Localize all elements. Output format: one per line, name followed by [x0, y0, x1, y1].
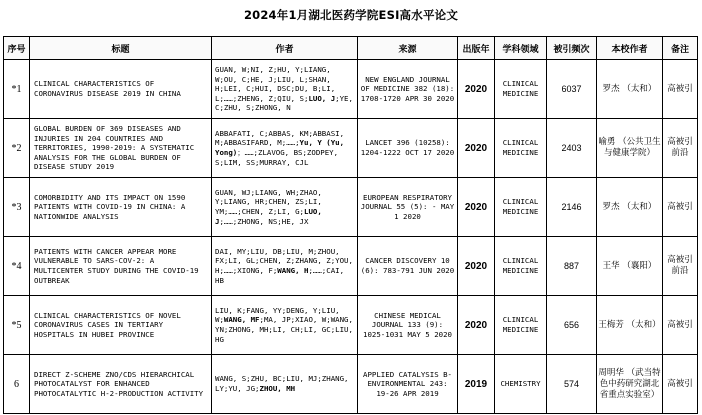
header-note: 备注 — [663, 37, 698, 60]
header-school-author: 本校作者 — [597, 37, 663, 60]
paper-source: APPLIED CATALYSIS B-ENVIRONMENTAL 243: 19-26 APR 2019 — [358, 355, 458, 414]
paper-cites: 887 — [547, 237, 597, 296]
header-source: 来源 — [358, 37, 458, 60]
paper-year: 2019 — [458, 355, 495, 414]
paper-title: PATIENTS WITH CANCER APPEAR MORE VULNERABLE TO SARS-COV-2: A MULTICENTER STUDY DURING THE COVID-19 OUTBREAK — [30, 237, 212, 296]
paper-note: 高被引 — [663, 296, 698, 355]
paper-school-author: 王华 （襄阳） — [597, 237, 663, 296]
paper-note: 高被引 — [663, 178, 698, 237]
paper-note: 高被引 — [663, 60, 698, 119]
school-author-name: ZHOU, MH — [259, 384, 296, 393]
paper-year: 2020 — [458, 296, 495, 355]
school-author-name: LUO, J — [308, 93, 336, 103]
row-index: *5 — [4, 296, 30, 355]
paper-field: CLINICAL MEDICINE — [495, 296, 547, 355]
table-row — [4, 60, 698, 119]
paper-title: CLINICAL CHARACTERISTICS OF CORONAVIRUS DISEASE 2019 IN CHINA — [30, 60, 212, 119]
paper-school-author: 周明华 （武当特色中药研究湖北省重点实验室） — [597, 355, 663, 414]
paper-year: 2020 — [458, 237, 495, 296]
paper-source: EUROPEAN RESPIRATORY JOURNAL 55 (5): - MAY 1 2020 — [358, 178, 458, 237]
header-year: 出版年 — [458, 37, 495, 60]
paper-authors: WANG, S;ZHU, BC;LIU, MJ;ZHANG, LY;YU, JG;ZHOU, MH — [212, 355, 358, 414]
row-index: *3 — [4, 178, 30, 237]
table-row — [4, 119, 698, 178]
paper-title: COMORBIDITY AND ITS IMPACT ON 1590 PATIENTS WITH COVID-19 IN CHINA: A NATIONWIDE ANALYSIS — [30, 178, 212, 237]
paper-cites: 6037 — [547, 60, 597, 119]
paper-title: DIRECT Z-SCHEME ZNO/CDS HIERARCHICAL PHOTOCATALYST FOR ENHANCED PHOTOCATALYTIC H-2-PRODUCTION ACTIVITY — [30, 355, 212, 414]
paper-school-author: 王梅芳 （太和） — [597, 296, 663, 355]
paper-source: CANCER DISCOVERY 10 (6): 783-791 JUN 2020 — [358, 237, 458, 296]
paper-title: GLOBAL BURDEN OF 369 DISEASES AND INJURIES IN 204 COUNTRIES AND TERRITORIES, 1990-2019: A SYSTEMATIC ANALYSIS FOR THE GLOBAL BURDEN OF DISEASE STUDY 2019 — [30, 119, 212, 178]
paper-source: CHINESE MEDICAL JOURNAL 133 (9): 1025-1031 MAY 5 2020 — [358, 296, 458, 355]
paper-title: CLINICAL CHARACTERISTICS OF NOVEL CORONAVIRUS CASES IN TERTIARY HOSPITALS IN HUBEI PROVINCE — [30, 296, 212, 355]
paper-authors: GUAN, W;NI, Z;HU, Y;LIANG, W;OU, C;HE, J;LIU, L;SHAN, H;LEI, C;HUI, DSC;DU, B;LI, L;……;ZHENG, Z;QIU, S;LUO, J;YE, C;ZHU, S;ZHONG, N — [212, 60, 358, 119]
header-idx: 序号 — [4, 37, 30, 60]
row-index: *4 — [4, 237, 30, 296]
paper-source: LANCET 396 (10258): 1204-1222 OCT 17 2020 — [358, 119, 458, 178]
paper-year: 2020 — [458, 178, 495, 237]
paper-cites: 656 — [547, 296, 597, 355]
paper-school-author: 罗杰 （太和） — [597, 60, 663, 119]
row-index: 6 — [4, 355, 30, 414]
header-row — [4, 37, 698, 60]
paper-cites: 2146 — [547, 178, 597, 237]
table-row — [4, 355, 698, 414]
school-author-name: Yu, Y (Yu, Yong) — [215, 138, 345, 157]
paper-authors: DAI, MY;LIU, DB;LIU, M;ZHOU, FX;LI, GL;CHEN, Z;ZHANG, Z;YOU, H;……;XIONG, F;WANG, H;……;CAI, HB — [212, 237, 358, 296]
school-author-name: WANG, MF — [223, 315, 260, 325]
row-index: *1 — [4, 60, 30, 119]
header-authors: 作者 — [212, 37, 358, 60]
paper-school-author: 罗杰 （太和） — [597, 178, 663, 237]
row-index: *2 — [4, 119, 30, 178]
paper-authors: GUAN, WJ;LIANG, WH;ZHAO, Y;LIANG, HR;CHEN, ZS;LI, YM;……;CHEN, Z;LI, G;LUO, J;……;ZHONG, NS;HE, JX — [212, 178, 358, 237]
paper-field: CLINICAL MEDICINE — [495, 119, 547, 178]
page-title: 2024年1月湖北医药学院ESI高水平论文 — [243, 8, 459, 22]
header-title: 标题 — [30, 37, 212, 60]
paper-year: 2020 — [458, 119, 495, 178]
paper-cites: 2403 — [547, 119, 597, 178]
paper-authors: LIU, K;FANG, YY;DENG, Y;LIU, W;WANG, MF;MA, JP;XIAO, W;WANG, YN;ZHONG, MH;LI, CH;LI, GC;LIU, HG — [212, 296, 358, 355]
paper-table — [3, 36, 698, 414]
header-field: 学科领域 — [495, 37, 547, 60]
paper-year: 2020 — [458, 60, 495, 119]
paper-field: CHEMISTRY — [495, 355, 547, 414]
paper-field: CLINICAL MEDICINE — [495, 60, 547, 119]
paper-source: NEW ENGLAND JOURNAL OF MEDICINE 382 (18): 1708-1720 APR 30 2020 — [358, 60, 458, 119]
paper-authors: ABBAFATI, C;ABBAS, KM;ABBASI, M;ABBASIFARD, M;……;Yu, Y (Yu, Yong)；……;ZLAVOG, BS;ZODPEY, S;LIM, SS;MURRAY, CJL — [212, 119, 358, 178]
paper-note: 高被引 前沿 — [663, 119, 698, 178]
table-row — [4, 296, 698, 355]
paper-school-author: 喻勇 （公共卫生与健康学院） — [597, 119, 663, 178]
paper-field: CLINICAL MEDICINE — [495, 237, 547, 296]
paper-note: 高被引 前沿 — [663, 237, 698, 296]
paper-field: CLINICAL MEDICINE — [495, 178, 547, 237]
school-author-name: WANG, H — [277, 266, 309, 275]
school-author-name: LUO, J — [215, 207, 322, 226]
table-row — [4, 237, 698, 296]
paper-cites: 574 — [547, 355, 597, 414]
paper-note: 高被引 — [663, 355, 698, 414]
header-cites: 被引频次 — [547, 37, 597, 60]
table-row — [4, 178, 698, 237]
